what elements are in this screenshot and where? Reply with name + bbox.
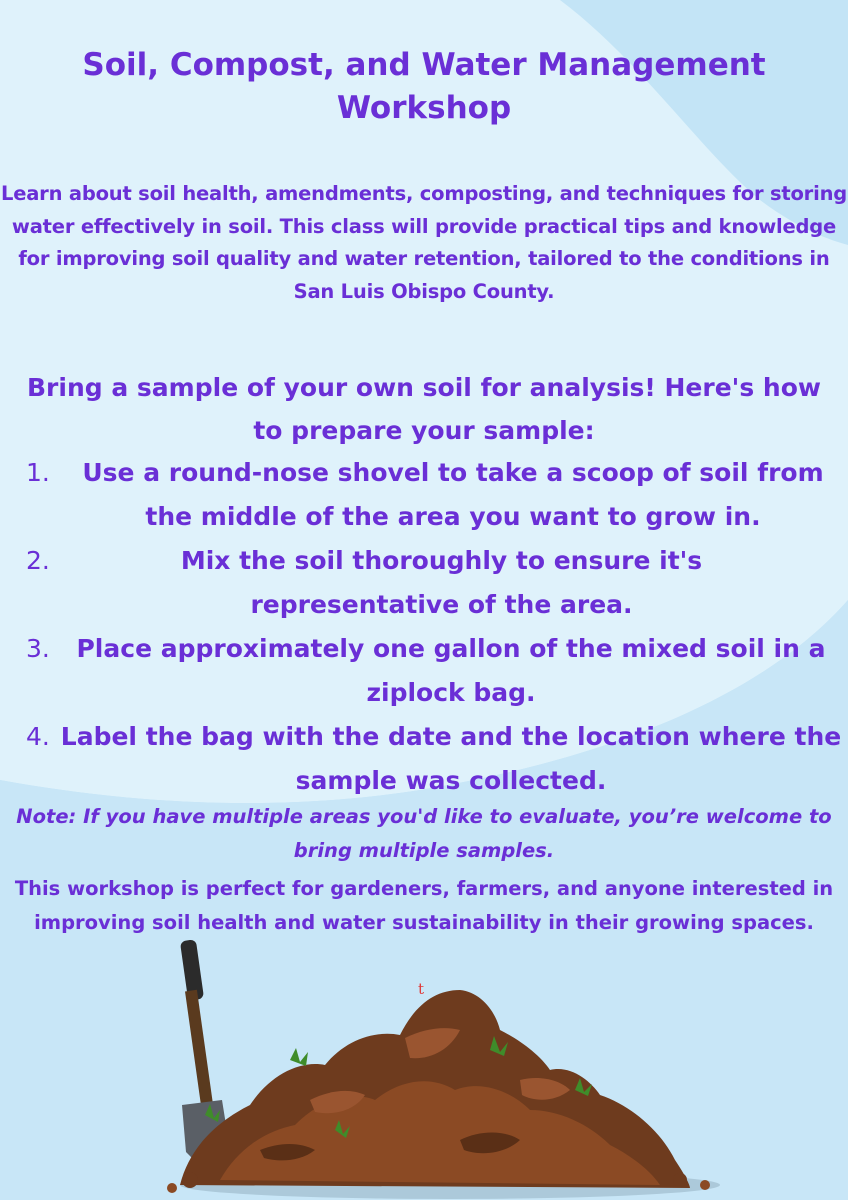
step-text: Place approximately one gallon of the mixed soil in a ziplock bag.	[76, 634, 826, 707]
step-item-3	[0, 627, 848, 715]
sample-steps-list	[0, 451, 848, 803]
step-text: Use a round-nose shovel to take a scoop of soil from the middle of the area you want to grow in.	[82, 458, 824, 531]
step-number: 3.	[26, 634, 50, 663]
workshop-description: Learn about soil health, amendments, composting, and techniques for storing water effectively in soil. This class will provide practical tips and knowledge for improving soil quality and water retention, tailored to the conditions in San Luis Obispo County.	[0, 182, 848, 303]
marker-glyph: t	[418, 980, 425, 998]
step-item-1	[0, 451, 848, 539]
soil-pile-with-shovel-icon	[160, 930, 720, 1200]
step-number: 1.	[26, 458, 50, 487]
step-number: 2.	[26, 546, 50, 575]
bring-sample-heading: Bring a sample of your own soil for analysis! Here's how to prepare your sample:	[27, 373, 821, 445]
step-text: Label the bag with the date and the location where the sample was collected.	[60, 722, 842, 795]
page-title: Soil, Compost, and Water Management Workshop	[82, 47, 766, 126]
step-item-4	[0, 715, 848, 803]
note-text: Note: If you have multiple areas you'd like to evaluate, you’re welcome to bring multiple samples.	[16, 805, 832, 862]
closing-text: This workshop is perfect for gardeners, farmers, and anyone interested in improving soil health and water sustainability in their growing spaces.	[14, 877, 834, 934]
step-item-2	[0, 539, 848, 627]
step-number: 4.	[26, 722, 50, 751]
step-text: Mix the soil thoroughly to ensure it's representative of the area.	[180, 546, 703, 619]
soil-mound-icon	[167, 990, 720, 1199]
